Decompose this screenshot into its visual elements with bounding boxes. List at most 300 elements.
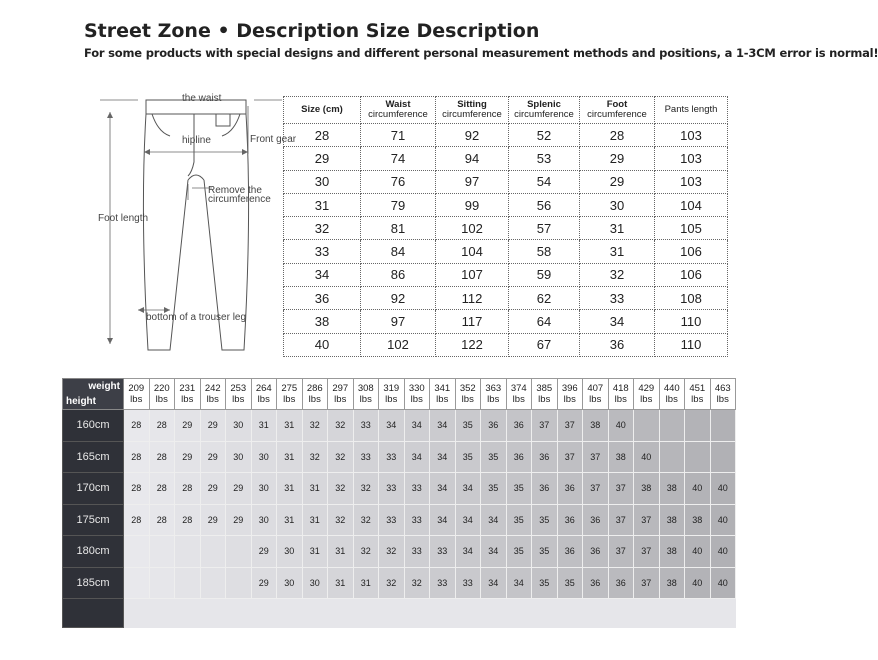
size-fit-cell: 32 xyxy=(353,536,379,568)
weight-value: 220 xyxy=(153,383,170,394)
weight-value: 253 xyxy=(230,383,247,394)
size-cell: 54 xyxy=(509,170,580,193)
weight-value: 275 xyxy=(281,383,298,394)
size-cell: 104 xyxy=(655,193,728,216)
size-fit-cell: 33 xyxy=(379,504,405,536)
weight-unit: lbs xyxy=(487,394,500,405)
weight-header xyxy=(455,379,481,410)
size-fit-cell: 40 xyxy=(685,473,711,505)
size-fit-cell: 33 xyxy=(379,441,405,473)
weight-unit: lbs xyxy=(359,394,372,405)
size-fit-cell: 34 xyxy=(481,504,507,536)
weight-header xyxy=(506,379,532,410)
size-fit-cell: 37 xyxy=(608,504,634,536)
weight-value: 231 xyxy=(179,383,196,394)
label-remove-2: circumference xyxy=(208,194,271,205)
size-row xyxy=(284,310,728,333)
size-fit-cell: 38 xyxy=(659,536,685,568)
weight-unit: lbs xyxy=(206,394,219,405)
label-foot-length: Foot length xyxy=(98,213,149,224)
size-fit-cell: 37 xyxy=(608,473,634,505)
weight-header xyxy=(124,379,150,410)
label-bottom: bottom of a trouser leg xyxy=(146,312,247,323)
size-cell: 92 xyxy=(361,287,436,310)
size-row xyxy=(284,263,728,286)
weight-unit: lbs xyxy=(716,394,729,405)
weight-header xyxy=(685,379,711,410)
size-fit-cell: 28 xyxy=(175,473,201,505)
weight-value: 319 xyxy=(383,383,400,394)
size-fit-cell: 35 xyxy=(481,473,507,505)
size-fit-cell: 38 xyxy=(659,473,685,505)
weight-header xyxy=(226,379,252,410)
size-fit-cell: 36 xyxy=(557,536,583,568)
label-waist: the waist xyxy=(182,93,222,104)
size-fit-cell: 35 xyxy=(557,567,583,599)
size-cell: 103 xyxy=(655,147,728,170)
weight-value: 341 xyxy=(434,383,451,394)
weight-height-table xyxy=(62,378,736,628)
weight-unit: lbs xyxy=(461,394,474,405)
weight-unit: lbs xyxy=(512,394,525,405)
size-cell: 112 xyxy=(436,287,509,310)
size-fit-cell: 34 xyxy=(506,567,532,599)
weight-unit: lbs xyxy=(614,394,627,405)
empty-band-label xyxy=(63,599,124,628)
size-cell: 105 xyxy=(655,217,728,240)
weight-unit: lbs xyxy=(232,394,245,405)
size-fit-cell: 29 xyxy=(200,504,226,536)
height-label: 160cm xyxy=(63,410,124,442)
size-fit-cell: 37 xyxy=(557,410,583,442)
size-cell: 36 xyxy=(580,333,655,356)
size-cell: 32 xyxy=(284,217,361,240)
height-label: 170cm xyxy=(63,473,124,505)
size-fit-cell: 29 xyxy=(226,473,252,505)
size-cell: 40 xyxy=(284,333,361,356)
size-cell: 71 xyxy=(361,124,436,147)
weight-value: 308 xyxy=(357,383,374,394)
size-col-header: Size (cm) xyxy=(284,97,361,124)
size-fit-cell: 37 xyxy=(634,536,660,568)
size-fit-cell: 31 xyxy=(277,441,303,473)
size-fit-cell: 36 xyxy=(583,536,609,568)
height-label: 165cm xyxy=(63,441,124,473)
weight-unit: lbs xyxy=(130,394,143,405)
size-fit-cell: 36 xyxy=(557,504,583,536)
weight-value: 374 xyxy=(510,383,527,394)
size-row xyxy=(284,217,728,240)
size-fit-cell: 30 xyxy=(277,567,303,599)
weight-unit: lbs xyxy=(563,394,576,405)
size-fit-cell: 28 xyxy=(175,504,201,536)
size-table-header xyxy=(284,97,728,124)
size-cell: 29 xyxy=(284,147,361,170)
size-fit-cell: 36 xyxy=(481,410,507,442)
size-row xyxy=(284,193,728,216)
size-fit-cell: 38 xyxy=(634,473,660,505)
size-fit-cell xyxy=(124,567,150,599)
weight-value: 463 xyxy=(714,383,731,394)
weight-unit: lbs xyxy=(436,394,449,405)
size-fit-cell: 35 xyxy=(506,473,532,505)
size-fit-cell: 37 xyxy=(583,441,609,473)
size-fit-cell: 32 xyxy=(302,441,328,473)
weight-unit: lbs xyxy=(640,394,653,405)
size-fit-cell xyxy=(685,410,711,442)
size-fit-cell: 36 xyxy=(532,441,558,473)
size-cell: 102 xyxy=(436,217,509,240)
size-fit-cell: 32 xyxy=(353,473,379,505)
size-fit-cell: 30 xyxy=(302,567,328,599)
size-cell: 84 xyxy=(361,240,436,263)
size-cell: 29 xyxy=(580,147,655,170)
size-cell: 29 xyxy=(580,170,655,193)
size-fit-cell xyxy=(685,441,711,473)
weight-header xyxy=(557,379,583,410)
size-row xyxy=(284,170,728,193)
size-fit-cell: 32 xyxy=(328,410,354,442)
size-fit-cell: 37 xyxy=(634,504,660,536)
size-cell: 106 xyxy=(655,263,728,286)
size-fit-cell: 28 xyxy=(149,441,175,473)
size-fit-cell: 33 xyxy=(353,410,379,442)
size-fit-cell: 40 xyxy=(634,441,660,473)
size-cell: 110 xyxy=(655,310,728,333)
weight-value: 440 xyxy=(663,383,680,394)
weight-header xyxy=(200,379,226,410)
size-cell: 117 xyxy=(436,310,509,333)
size-fit-cell: 32 xyxy=(328,504,354,536)
size-fit-cell: 29 xyxy=(175,410,201,442)
weight-header xyxy=(481,379,507,410)
weight-value: 297 xyxy=(332,383,349,394)
weight-header xyxy=(608,379,634,410)
size-row xyxy=(284,147,728,170)
size-cell: 56 xyxy=(509,193,580,216)
size-fit-cell: 29 xyxy=(200,441,226,473)
size-cell: 97 xyxy=(436,170,509,193)
size-fit-cell: 40 xyxy=(608,410,634,442)
weight-header xyxy=(149,379,175,410)
empty-band-row xyxy=(63,599,736,628)
size-cell: 79 xyxy=(361,193,436,216)
size-cell: 34 xyxy=(580,310,655,333)
height-row xyxy=(63,536,736,568)
size-cell: 28 xyxy=(284,124,361,147)
size-fit-cell: 30 xyxy=(226,441,252,473)
size-cell: 103 xyxy=(655,124,728,147)
size-fit-cell: 35 xyxy=(506,536,532,568)
size-fit-cell: 36 xyxy=(532,473,558,505)
weight-header xyxy=(175,379,201,410)
weight-header xyxy=(302,379,328,410)
size-cell: 31 xyxy=(580,240,655,263)
size-fit-cell: 28 xyxy=(149,504,175,536)
size-fit-cell xyxy=(226,536,252,568)
size-fit-cell: 33 xyxy=(404,504,430,536)
size-cell: 76 xyxy=(361,170,436,193)
size-fit-cell: 37 xyxy=(557,441,583,473)
size-fit-cell xyxy=(200,567,226,599)
weight-header xyxy=(532,379,558,410)
size-fit-cell: 33 xyxy=(379,473,405,505)
height-row xyxy=(63,473,736,505)
weight-value: 407 xyxy=(587,383,604,394)
size-fit-cell: 38 xyxy=(583,410,609,442)
size-fit-cell: 32 xyxy=(404,567,430,599)
size-cell: 30 xyxy=(580,193,655,216)
size-cell: 107 xyxy=(436,263,509,286)
size-cell: 36 xyxy=(284,287,361,310)
size-fit-cell: 32 xyxy=(328,441,354,473)
size-cell: 59 xyxy=(509,263,580,286)
size-fit-cell: 30 xyxy=(251,504,277,536)
size-fit-cell: 31 xyxy=(302,504,328,536)
sitting-col-header: Sitting circumference xyxy=(436,97,509,124)
size-cell: 30 xyxy=(284,170,361,193)
label-remove-1: Remove the xyxy=(208,185,262,196)
size-fit-cell xyxy=(710,441,736,473)
size-cell: 34 xyxy=(284,263,361,286)
size-fit-cell: 34 xyxy=(481,567,507,599)
size-row xyxy=(284,287,728,310)
height-label: 180cm xyxy=(63,536,124,568)
size-fit-cell: 31 xyxy=(251,410,277,442)
weight-unit: lbs xyxy=(665,394,678,405)
size-cell: 99 xyxy=(436,193,509,216)
weight-unit: lbs xyxy=(308,394,321,405)
weight-value: 352 xyxy=(459,383,476,394)
size-cell: 110 xyxy=(655,333,728,356)
size-fit-cell: 36 xyxy=(506,441,532,473)
weight-value: 264 xyxy=(255,383,272,394)
size-row xyxy=(284,240,728,263)
size-fit-cell: 37 xyxy=(634,567,660,599)
weight-unit: lbs xyxy=(155,394,168,405)
size-fit-cell: 29 xyxy=(226,504,252,536)
size-cell: 31 xyxy=(284,193,361,216)
weight-unit: lbs xyxy=(257,394,270,405)
size-fit-cell: 30 xyxy=(277,536,303,568)
weight-unit: lbs xyxy=(410,394,423,405)
size-cell: 28 xyxy=(580,124,655,147)
size-fit-cell: 29 xyxy=(251,536,277,568)
size-fit-cell: 31 xyxy=(277,473,303,505)
weight-value: 385 xyxy=(536,383,553,394)
size-cell: 122 xyxy=(436,333,509,356)
corner-weight-label: weight xyxy=(88,381,120,392)
size-fit-cell: 28 xyxy=(149,473,175,505)
size-cell: 53 xyxy=(509,147,580,170)
size-cell: 58 xyxy=(509,240,580,263)
size-fit-cell: 35 xyxy=(455,441,481,473)
pants-diagram xyxy=(96,92,297,354)
weight-value: 209 xyxy=(128,383,145,394)
weight-unit: lbs xyxy=(283,394,296,405)
size-fit-cell xyxy=(659,441,685,473)
size-row xyxy=(284,333,728,356)
size-fit-cell: 32 xyxy=(379,536,405,568)
size-fit-cell: 34 xyxy=(455,504,481,536)
size-fit-cell: 33 xyxy=(430,567,456,599)
size-cell: 32 xyxy=(580,263,655,286)
size-cell: 86 xyxy=(361,263,436,286)
corner-cell xyxy=(63,379,124,410)
weight-height-chart xyxy=(62,378,740,632)
size-fit-cell: 28 xyxy=(124,473,150,505)
size-fit-cell: 35 xyxy=(532,504,558,536)
size-fit-cell: 31 xyxy=(277,410,303,442)
size-fit-cell xyxy=(710,410,736,442)
size-fit-cell: 29 xyxy=(200,473,226,505)
size-fit-cell: 36 xyxy=(583,567,609,599)
weight-value: 363 xyxy=(485,383,502,394)
size-cell: 52 xyxy=(509,124,580,147)
size-cell: 102 xyxy=(361,333,436,356)
foot-col-header: Foot circumference xyxy=(580,97,655,124)
size-fit-cell: 38 xyxy=(608,441,634,473)
size-fit-cell xyxy=(200,536,226,568)
weight-unit: lbs xyxy=(538,394,551,405)
size-fit-cell: 34 xyxy=(404,410,430,442)
size-fit-cell xyxy=(149,536,175,568)
size-fit-cell: 37 xyxy=(608,536,634,568)
height-label: 185cm xyxy=(63,567,124,599)
size-fit-cell: 35 xyxy=(532,567,558,599)
weight-header xyxy=(328,379,354,410)
weight-value: 396 xyxy=(561,383,578,394)
size-fit-cell: 36 xyxy=(583,504,609,536)
label-front-gear: Front gear xyxy=(250,134,297,145)
size-cell: 81 xyxy=(361,217,436,240)
waist-col-header: Waist circumference xyxy=(361,97,436,124)
size-fit-cell: 38 xyxy=(685,504,711,536)
size-fit-cell: 31 xyxy=(302,473,328,505)
size-row xyxy=(284,124,728,147)
height-label: 175cm xyxy=(63,504,124,536)
size-cell: 33 xyxy=(284,240,361,263)
size-fit-cell: 29 xyxy=(251,567,277,599)
size-fit-cell: 28 xyxy=(124,441,150,473)
size-fit-cell: 33 xyxy=(404,536,430,568)
size-fit-cell: 29 xyxy=(175,441,201,473)
size-fit-cell: 31 xyxy=(353,567,379,599)
size-fit-cell: 29 xyxy=(200,410,226,442)
size-fit-cell xyxy=(634,410,660,442)
page-subtitle: For some products with special designs and different personal measurement methods and positions, a 1-3CM error is normal! xyxy=(84,46,878,60)
size-cell: 57 xyxy=(509,217,580,240)
size-fit-cell: 38 xyxy=(659,504,685,536)
size-fit-cell: 28 xyxy=(149,410,175,442)
size-fit-cell: 34 xyxy=(404,441,430,473)
size-fit-cell xyxy=(124,536,150,568)
weight-value: 418 xyxy=(612,383,629,394)
size-cell: 38 xyxy=(284,310,361,333)
size-fit-cell: 34 xyxy=(455,473,481,505)
weight-header xyxy=(430,379,456,410)
weight-header xyxy=(583,379,609,410)
label-hipline: hipline xyxy=(182,135,211,146)
size-fit-cell: 40 xyxy=(685,567,711,599)
weight-header xyxy=(404,379,430,410)
size-fit-cell xyxy=(149,567,175,599)
size-cell: 94 xyxy=(436,147,509,170)
size-fit-cell: 32 xyxy=(379,567,405,599)
size-fit-cell: 31 xyxy=(328,536,354,568)
weight-header xyxy=(659,379,685,410)
weight-unit: lbs xyxy=(385,394,398,405)
weight-value: 451 xyxy=(689,383,706,394)
weight-header xyxy=(251,379,277,410)
weight-unit: lbs xyxy=(334,394,347,405)
size-fit-cell: 30 xyxy=(251,441,277,473)
size-fit-cell: 33 xyxy=(430,536,456,568)
size-fit-cell xyxy=(659,410,685,442)
size-cell: 74 xyxy=(361,147,436,170)
size-fit-cell: 36 xyxy=(608,567,634,599)
size-fit-cell: 28 xyxy=(124,504,150,536)
size-fit-cell: 34 xyxy=(481,536,507,568)
size-fit-cell: 34 xyxy=(430,504,456,536)
size-cell: 92 xyxy=(436,124,509,147)
page-title: Street Zone • Description Size Description xyxy=(84,20,540,42)
weight-unit: lbs xyxy=(589,394,602,405)
size-cell: 67 xyxy=(509,333,580,356)
size-cell: 33 xyxy=(580,287,655,310)
size-fit-cell: 34 xyxy=(455,536,481,568)
size-fit-cell: 36 xyxy=(506,410,532,442)
size-fit-cell: 32 xyxy=(328,473,354,505)
weight-value: 242 xyxy=(204,383,221,394)
splenic-col-header: Splenic circumference xyxy=(509,97,580,124)
size-cell: 31 xyxy=(580,217,655,240)
size-cell: 108 xyxy=(655,287,728,310)
size-fit-cell xyxy=(226,567,252,599)
size-fit-cell: 34 xyxy=(430,441,456,473)
size-fit-cell xyxy=(175,536,201,568)
height-row xyxy=(63,567,736,599)
size-cell: 97 xyxy=(361,310,436,333)
size-fit-cell: 35 xyxy=(532,536,558,568)
size-fit-cell: 34 xyxy=(379,410,405,442)
weight-value: 286 xyxy=(306,383,323,394)
weight-header xyxy=(379,379,405,410)
label-remove xyxy=(208,186,271,204)
size-cell: 103 xyxy=(655,170,728,193)
size-table xyxy=(283,96,728,357)
size-cell: 106 xyxy=(655,240,728,263)
weight-header xyxy=(710,379,736,410)
size-fit-cell: 35 xyxy=(481,441,507,473)
size-cell: 104 xyxy=(436,240,509,263)
size-fit-cell: 40 xyxy=(685,536,711,568)
weight-header xyxy=(634,379,660,410)
size-fit-cell: 35 xyxy=(506,504,532,536)
size-fit-cell: 37 xyxy=(532,410,558,442)
size-fit-cell: 30 xyxy=(251,473,277,505)
size-fit-cell: 33 xyxy=(455,567,481,599)
size-fit-cell: 30 xyxy=(226,410,252,442)
height-row xyxy=(63,441,736,473)
size-fit-cell: 34 xyxy=(430,410,456,442)
height-row xyxy=(63,410,736,442)
size-fit-cell: 32 xyxy=(353,504,379,536)
size-fit-cell: 40 xyxy=(710,536,736,568)
size-fit-cell: 33 xyxy=(353,441,379,473)
size-fit-cell: 34 xyxy=(430,473,456,505)
weight-value: 429 xyxy=(638,383,655,394)
